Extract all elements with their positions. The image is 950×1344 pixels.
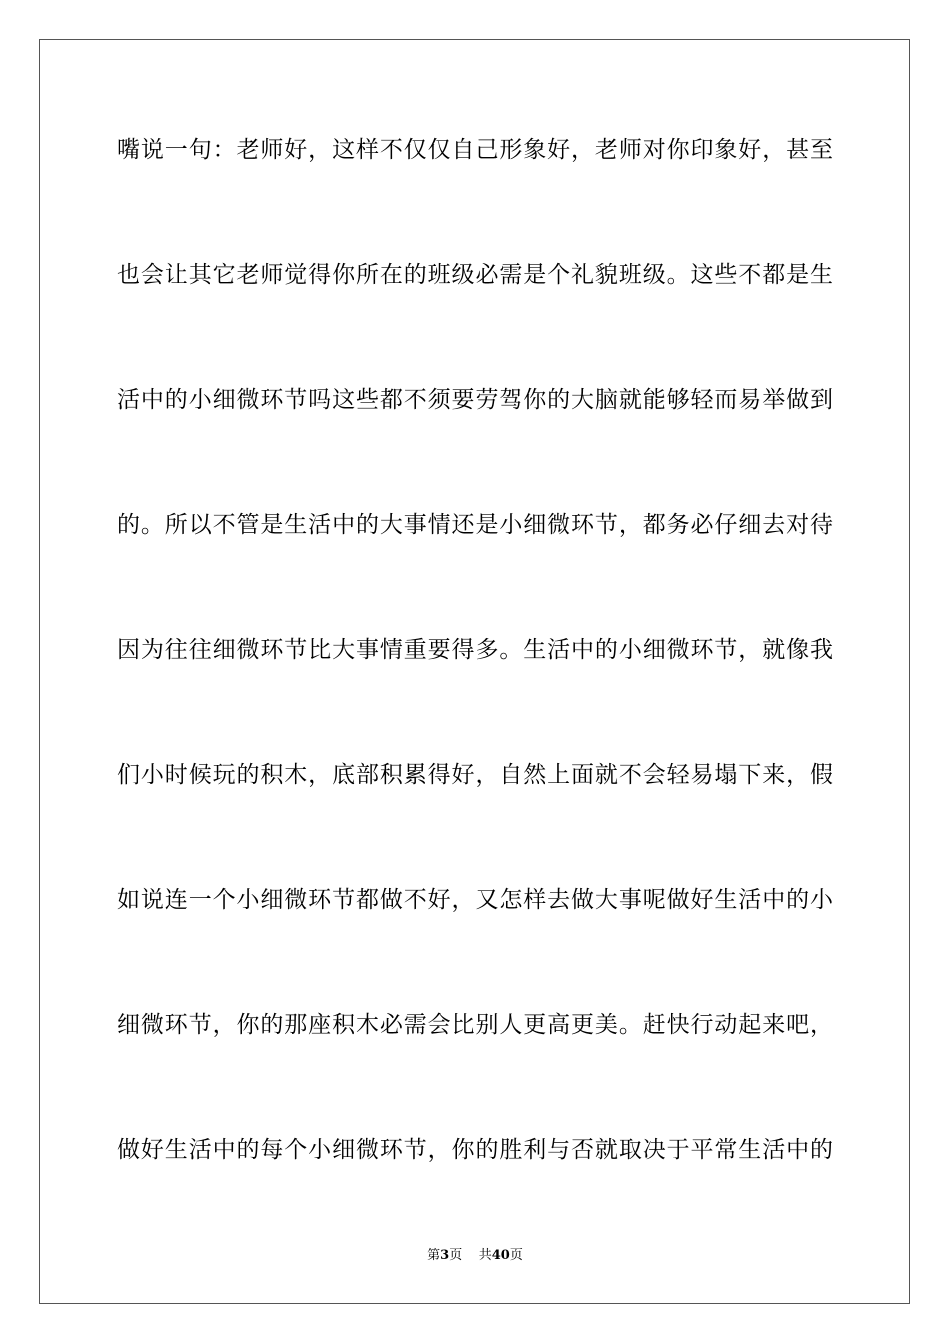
body-text-line: 如说连一个小细微环节都做不好，又怎样去做大事呢做好生活中的小 (117, 887, 833, 913)
body-text-line: 也会让其它老师觉得你所在的班级必需是个礼貌班级。这些不都是生 (117, 262, 833, 288)
body-text-line: 嘴说一句：老师好，这样不仅仅自己形象好，老师对你印象好，甚至 (117, 137, 833, 163)
body-text-line: 们小时候玩的积木，底部积累得好，自然上面就不会轻易塌下来，假 (117, 762, 833, 788)
body-text-line: 的。所以不管是生活中的大事情还是小细微环节，都务必仔细去对待 (117, 512, 833, 538)
body-text-line: 活中的小细微环节吗这些都不须要劳驾你的大脑就能够轻而易举做到 (117, 387, 833, 413)
body-text-line: 细微环节，你的那座积木必需会比别人更高更美。赶快行动起来吧， (117, 1012, 833, 1038)
body-text-line: 因为往往细微环节比大事情重要得多。生活中的小细微环节，就像我 (117, 637, 833, 663)
total-suffix: 页 (509, 1248, 523, 1263)
page-suffix: 页 (449, 1248, 463, 1263)
body-text-line: 做好生活中的每个小细微环节，你的胜利与否就取决于平常生活中的 (117, 1137, 833, 1163)
page-prefix: 第 (427, 1248, 441, 1263)
page-footer (0, 1248, 950, 1264)
total-prefix: 共 (478, 1248, 492, 1263)
page-number: 3 (440, 1248, 450, 1263)
total-pages: 40 (491, 1248, 510, 1263)
page-border (39, 39, 910, 1304)
